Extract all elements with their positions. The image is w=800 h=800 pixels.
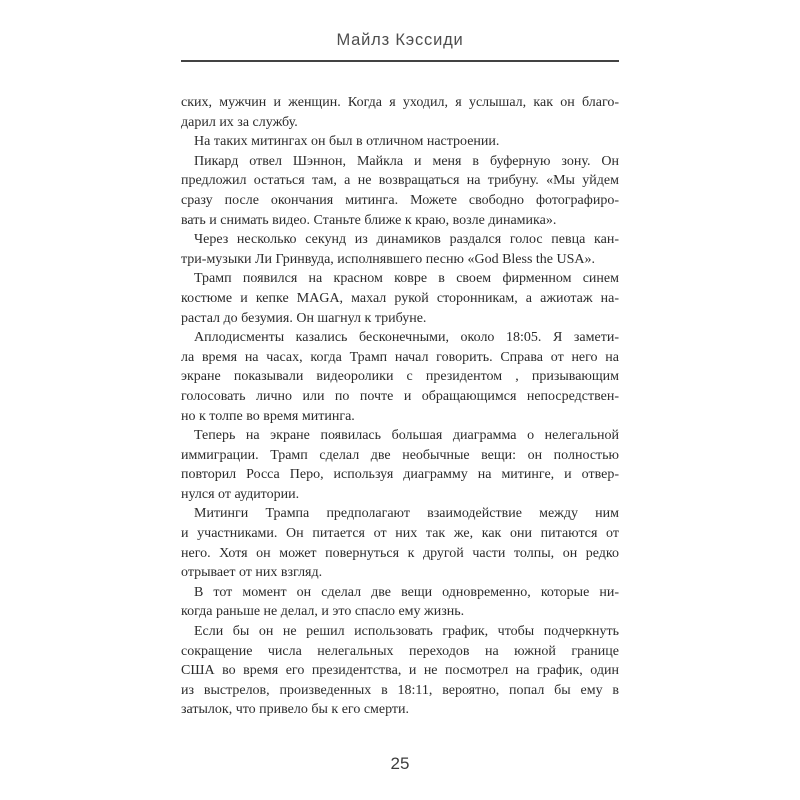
text-line: голосовать лично или по почте и обращающимся непосредствен- xyxy=(181,388,619,404)
text-line: три-музыки Ли Гринвуда, исполнявшего песню «God Bless the USA». xyxy=(181,251,596,267)
paragraph xyxy=(181,230,619,269)
text-line: экране показывали видеоролики с президентом , призывающим xyxy=(181,369,619,385)
text-line: сокращение числа нелегальных переходов на южной границе xyxy=(181,643,619,659)
text-line: Через несколько секунд из динамиков раздался голос певца кан- xyxy=(194,232,619,248)
paragraph xyxy=(181,583,619,622)
text-line: отрывает от них взгляд. xyxy=(181,565,323,581)
text-line: из выстрелов, произведенных в 18:11, вероятно, попал бы ему в xyxy=(181,682,619,698)
text-line: но к толпе во время митинга. xyxy=(181,408,355,424)
paragraph xyxy=(181,132,619,152)
text-line: ских, мужчин и женщин. Когда я уходил, я услышал, как он благо- xyxy=(181,95,619,110)
header-rule xyxy=(181,60,619,62)
text-line: США во время его президентства, и не посмотрел на график, один xyxy=(181,663,619,679)
text-line: Аплодисменты казались бесконечными, около 18:05. Я замети- xyxy=(194,330,619,346)
paragraph xyxy=(181,328,619,426)
text-line: иммиграции. Трамп сделал две необычные вещи: он полностью xyxy=(181,447,619,463)
text-line: На таких митингах он был в отличном настроении. xyxy=(194,134,500,150)
text-line: Пикард отвел Шэннон, Майкла и меня в буферную зону. Он xyxy=(194,153,619,169)
text-line: Теперь на экране появилась большая диаграмма о нелегальной xyxy=(194,428,619,444)
text-line: вать и снимать видео. Станьте ближе к краю, возле динамика». xyxy=(181,212,557,228)
page-header xyxy=(181,30,619,62)
paragraph xyxy=(181,152,619,230)
text-line: В тот момент он сделал две вещи одновременно, которые ни- xyxy=(194,584,619,600)
text-line: затылок, что привело бы к его смерти. xyxy=(181,702,410,718)
text-line: него. Хотя он может повернуться к другой части толпы, он редко xyxy=(181,545,619,561)
paragraph xyxy=(181,504,619,582)
text-column xyxy=(181,30,619,775)
running-header: Майлз Кэссиди xyxy=(336,31,464,49)
text-line: Трамп появился на красном ковре в своем фирменном синем xyxy=(194,271,619,287)
text-line: растал до безумия. Он шагнул к трибуне. xyxy=(181,310,427,326)
text-line: Митинги Трампа предполагают взаимодействие между ним xyxy=(194,506,619,522)
text-line: сразу после окончания митинга. Можете свободно фотографиро- xyxy=(181,192,619,208)
paragraph xyxy=(181,426,619,504)
text-line: когда раньше не делал, и это спасло ему жизнь. xyxy=(181,604,465,620)
text-line: предложил остаться там, а не возвращаться на трибуну. «Мы уйдем xyxy=(181,173,619,189)
text-line: и участниками. Он питается от них так же, как они питаются от xyxy=(181,526,619,542)
paragraph xyxy=(181,93,619,132)
text-line: Если бы он не решил использовать график, чтобы подчеркнуть xyxy=(194,624,619,640)
text-line: костюме и кепке MAGA, махал рукой сторонникам, а ажиотаж на- xyxy=(181,290,619,306)
paragraph xyxy=(181,269,619,328)
text-line: нулся от аудитории. xyxy=(181,486,300,502)
page-number: 25 xyxy=(390,754,410,773)
text-line: ла время на часах, когда Трамп начал говорить. Справа от него на xyxy=(181,349,619,365)
text-line: повторил Росса Перо, используя диаграмму на митинге, и отвер- xyxy=(181,467,619,483)
page-footer xyxy=(181,753,619,775)
text-line: дарил их за службу. xyxy=(181,114,298,130)
paragraph xyxy=(181,622,619,720)
body-text xyxy=(181,93,619,720)
